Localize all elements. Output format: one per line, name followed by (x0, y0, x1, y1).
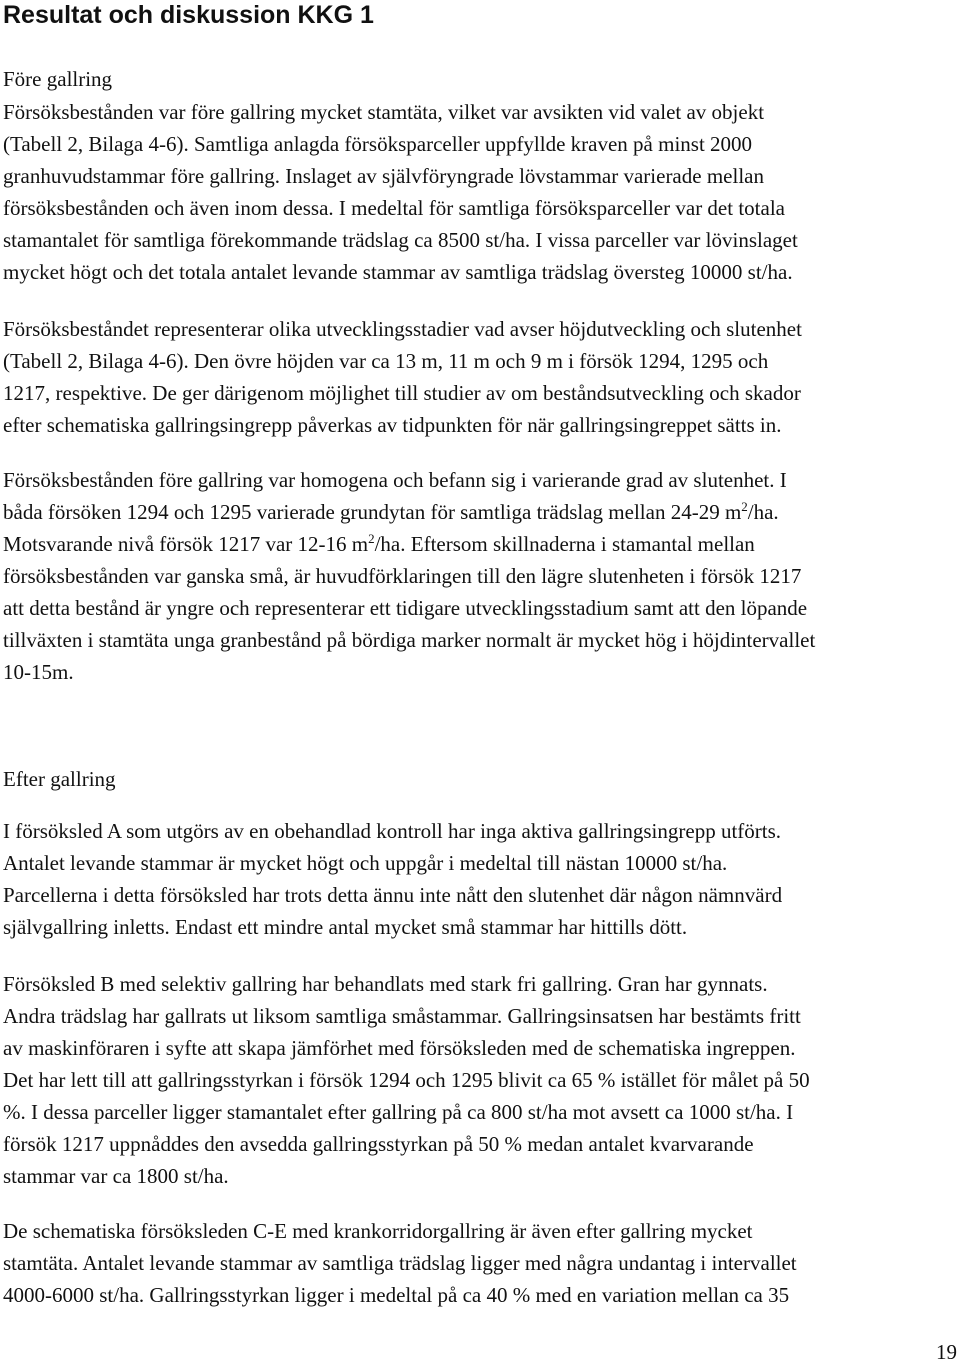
superscript: 2 (741, 499, 748, 514)
text-line: Antalet levande stammar är mycket högt och uppgår i medeltal till nästan 10000 st/ha. (3, 851, 728, 875)
text-line: I försöksled A som utgörs av en obehandlad kontroll har inga aktiva gallringsingrepp utförts. (3, 819, 782, 843)
paragraph (3, 464, 953, 688)
text-line: stammar var ca 1800 st/ha. (3, 1164, 229, 1188)
page-number: 19 (936, 1340, 957, 1364)
text-line: försöksbestånden var ganska små, är huvudförklaringen till den lägre slutenheten i försök 1217 (3, 564, 802, 588)
page-title: Resultat och diskussion KKG 1 (3, 1, 374, 29)
paragraph (3, 96, 953, 288)
text-segment: Motsvarande nivå försök 1217 var 12-16 m (3, 532, 369, 556)
text-line: tillväxten i stamtäta unga granbestånd på bördiga marker normalt är mycket hög i höjdintervallet (3, 628, 816, 652)
text-line: mycket högt och det totala antalet levande stammar av samtliga trädslag översteg 10000 st/ha. (3, 260, 793, 284)
text-segment: /ha. Eftersom skillnaderna i stamantal mellan (374, 532, 755, 556)
paragraph (3, 968, 953, 1192)
text-line: stamantalet för samtliga förekommande trädslag ca 8500 st/ha. I vissa parceller var lövinslaget (3, 228, 798, 252)
text-line: stamtäta. Antalet levande stammar av samtliga trädslag ligger med några undantag i intervallet (3, 1251, 797, 1275)
text-line: försöksbestånden och även inom dessa. I medeltal för samtliga försöksparceller var det totala (3, 196, 785, 220)
text-line: Andra trädslag har gallrats ut liksom samtliga småstammar. Gallringsinsatsen har bestämts fritt (3, 1004, 801, 1028)
text-line: självgallring inletts. Endast ett mindre antal mycket små stammar har hittills dött. (3, 915, 688, 939)
text-line: granhuvudstammar före gallring. Inslaget av självföryngrade lövstammar varierade mellan (3, 164, 764, 188)
text-line: Det har lett till att gallringsstyrkan i försök 1294 och 1295 blivit ca 65 % istället för målet på 50 (3, 1068, 810, 1092)
paragraph (3, 313, 953, 441)
text-line: Försöksbeståndet representerar olika utvecklingsstadier vad avser höjdutveckling och slutenhet (3, 317, 802, 341)
text-line (3, 528, 953, 560)
text-line: 10-15m. (3, 660, 74, 684)
text-segment: /ha. (747, 500, 779, 524)
text-line: Försöksled B med selektiv gallring har behandlats med stark fri gallring. Gran har gynnats. (3, 972, 768, 996)
text-line: (Tabell 2, Bilaga 4-6). Samtliga anlagda försöksparceller uppfyllde kraven på minst 2000 (3, 132, 753, 156)
text-line: Försöksbestånden före gallring var homogena och befann sig i varierande grad av slutenhet. I (3, 468, 787, 492)
text-line: av maskinföraren i syfte att skapa jämförhet med försöksleden med de schematiska ingreppen. (3, 1036, 796, 1060)
text-line: Parcellerna i detta försöksled har trots detta ännu inte nått den slutenhet där någon nämnvärd (3, 883, 783, 907)
text-line: 4000-6000 st/ha. Gallringsstyrkan ligger i medeltal på ca 40 % med en variation mellan ca 35 (3, 1283, 790, 1307)
section-heading-efter-gallring: Efter gallring (3, 767, 116, 791)
superscript: 2 (368, 531, 375, 546)
text-line: efter schematiska gallringsingrepp påverkas av tidpunkten för när gallringsingreppet sätts in. (3, 413, 782, 437)
text-line: (Tabell 2, Bilaga 4-6). Den övre höjden var ca 13 m, 11 m och 9 m i försök 1294, 1295 och (3, 349, 769, 373)
text-segment: båda försöken 1294 och 1295 varierade grundytan för samtliga trädslag mellan 24-29 m (3, 500, 742, 524)
text-line: Försöksbestånden var före gallring mycket stamtäta, vilket var avsikten vid valet av objekt (3, 100, 765, 124)
text-line (3, 496, 953, 528)
text-line: 1217, respektive. De ger därigenom möjlighet till studier av om beståndsutveckling och skador (3, 381, 801, 405)
paragraph (3, 815, 953, 943)
text-line: %. I dessa parceller ligger stamantalet efter gallring på ca 800 st/ha mot avsett ca 1000 st/ha. I (3, 1100, 794, 1124)
text-line: försök 1217 uppnåddes den avsedda gallringsstyrkan på 50 % medan antalet kvarvarande (3, 1132, 754, 1156)
paragraph (3, 1215, 953, 1311)
text-line: att detta bestånd är yngre och representerar ett tidigare utvecklingsstadium samt att den löpande (3, 596, 808, 620)
section-heading-fore-gallring: Före gallring (3, 67, 113, 91)
text-line: De schematiska försöksleden C-E med krankorridorgallring är även efter gallring mycket (3, 1219, 753, 1243)
